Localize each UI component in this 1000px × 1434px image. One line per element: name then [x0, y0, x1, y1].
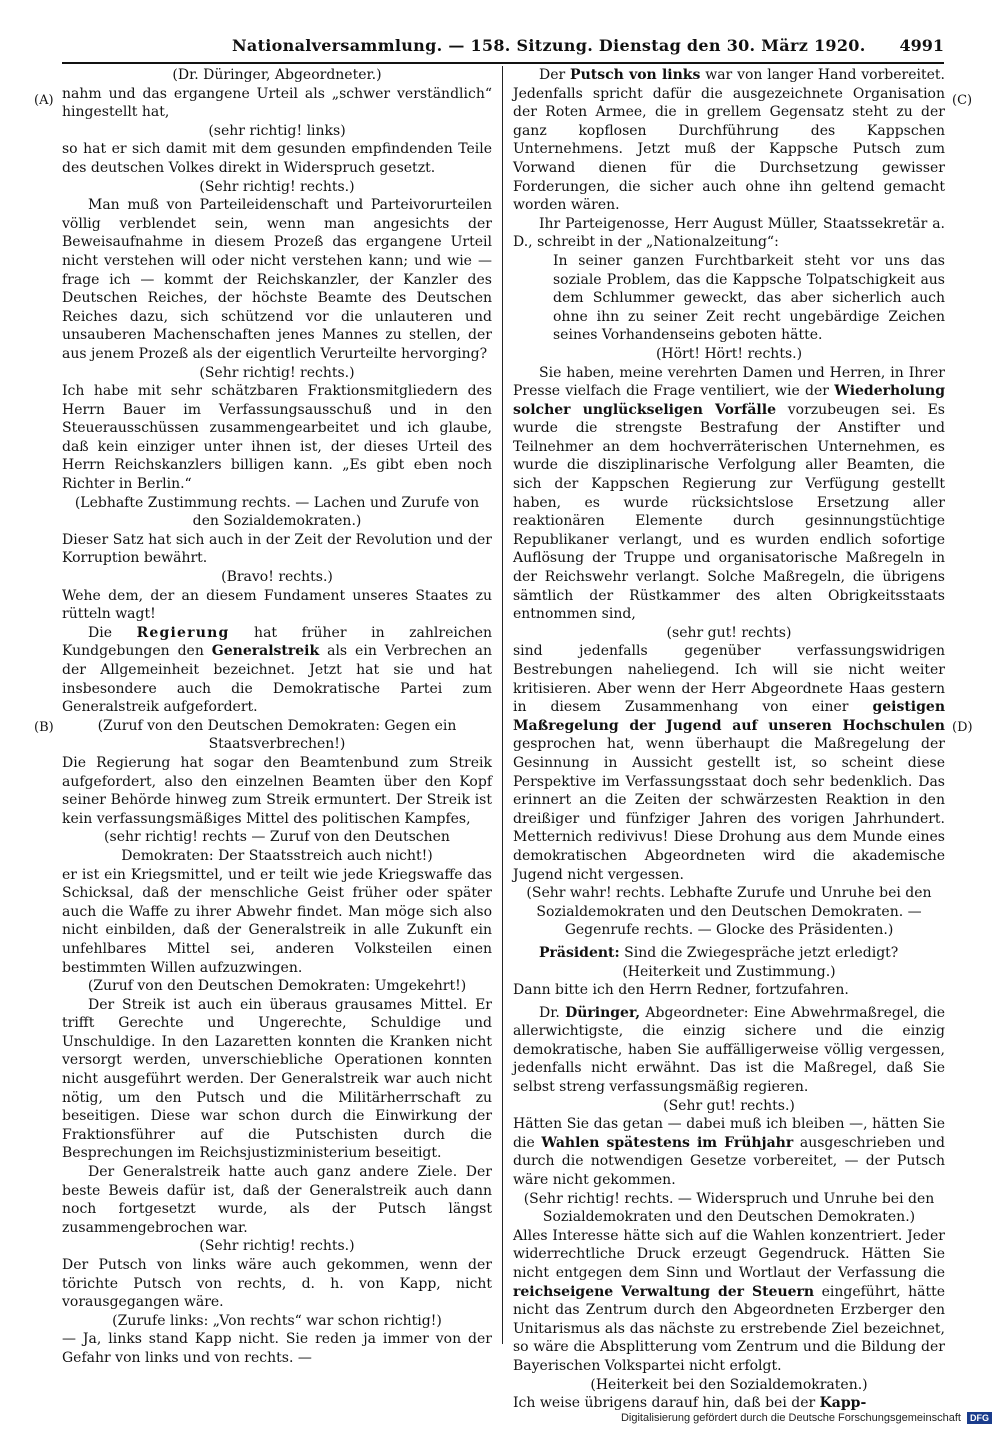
- credit-text: Digitalisierung gefördert durch die Deutsche Forschungsgemeinschaft: [620, 1412, 961, 1424]
- text-run: gesprochen hat, wenn überhaupt die Maßregelung der Gesinnung in Aussicht gestellt ist, so scheint diese Perspektive im Verfassungsstaat doch sehr bedenklich. Das erinnert an die Zeiten der schwärzesten Reaktion in den dreißiger und fünfziger Jahren des vorigen Jahrhundert. Metternich redivivus! Diese Drohung aus dem Munde eines demokratischen Abgeordneten wird die akademische Jugend nicht vergessen.: [513, 736, 945, 883]
- text-run: Abgeordneter: Eine Abwehrmaßregel, die allerwichtigste, die einzig sichere und die einzig demokratische, haben Sie auffälligerweise völlig vergessen, jedenfalls nicht erwähnt. Das ist die Maßregel, daß Sie selbst streng verfassungsmäßig regieren.: [513, 1004, 945, 1096]
- paragraph: Die Regierung hat sogar den Beamtenbund zum Streik aufgefordert, also den einzelnen Beamten über den Kopf seiner Behörde hinweg zum Streik ermuntert. Der Streik ist kein verfassungsmäßiges Mittel des politischen Kampfes,: [62, 754, 492, 827]
- interjection: (sehr richtig! links): [208, 122, 346, 139]
- interjection: (Hört! Hört! rechts.): [655, 345, 803, 362]
- emphasis: Generalstreik: [211, 643, 320, 660]
- interjection: (Zuruf von den Deutschen Demokraten: Umgekehrt!): [87, 978, 467, 995]
- interjection: (Zuruf von den Deutschen Demokraten: Gegen ein Staatsverbrechen!): [97, 717, 457, 753]
- paragraph: Ihr Parteigenosse, Herr August Müller, Staatssekretär a. D., schreibt in der „Nationalzeitung“:: [513, 215, 945, 251]
- paragraph: Wehe dem, der an diesem Fundament unseres Staates zu rütteln wagt!: [62, 587, 492, 623]
- emphasis: Putsch von links: [570, 67, 701, 83]
- left-column: [62, 66, 492, 1368]
- interjection: (sehr gut! rechts): [666, 624, 792, 641]
- interjection: (Sehr wahr! rechts. Lebhafte Zurufe und Unruhe bei den Sozialdemokraten und den Deutschen Demokraten. — Gegenrufe rechts. — Glocke des Präsidenten.): [526, 885, 932, 939]
- paragraph: so hat er sich damit mit dem gesunden empfindenden Teile des deutschen Volkes direkt in Widerspruch gesetzt.: [62, 141, 492, 176]
- text-run: sind jedenfalls gegenüber verfassungswidrigen Bestrebungen naheliegend. Ich will sie nicht weiter kritisieren. Aber wenn der Herr Abgeordnete Haas gestern in diesem Zusammenhang von einer: [513, 643, 945, 716]
- text-run: Die: [88, 624, 137, 641]
- paragraph: [513, 1227, 945, 1376]
- interjection: (Sehr gut! rechts.): [663, 1097, 795, 1114]
- column-divider: [502, 66, 503, 1344]
- interjection: (Sehr richtig! rechts. — Widerspruch und Unruhe bei den Sozialdemokraten und den Deutschen Demokraten.): [523, 1190, 935, 1226]
- paragraph: nahm und das ergangene Urteil als „schwer verständlich“ hingestellt hat,: [62, 85, 492, 121]
- text-run: als ein Verbrechen an der Allgemeinheit bezeichnet. Jetzt hat sie und hat insbesondere auch die Demokratische Partei zum Generalstreik aufgefordert.: [62, 643, 492, 716]
- margin-marker-d: (D): [952, 720, 973, 735]
- president-remark: [513, 944, 945, 963]
- paragraph: Man muß von Parteileidenschaft und Parteivorurteilen völlig verblendet sein, wenn man angesichts der Beweisaufnahme in diesem Prozeß das ergangene Urteil nicht verstehen will oder nicht verstehen kann; und wie — frage ich — kommt der Reichskanzler, der Kanzler des Deutschen Reiches, der höchste Beamte des Deutschen Reiches dazu, sich schützend vor die unlauteren und unsauberen Machenschaften jenes Mannes zu stellen, der aus jenem Prozeß als der eigentlich Verurteilte hervorging?: [62, 197, 492, 362]
- paragraph: [513, 1394, 945, 1413]
- page-number: 4991: [899, 36, 944, 55]
- interjection: (Sehr richtig! rechts.): [199, 364, 355, 381]
- paragraph: [513, 1115, 945, 1189]
- interjection: (Heiterkeit bei den Sozialdemokraten.): [590, 1376, 868, 1393]
- text-run: Hätten Sie das getan — dabei muß ich bleiben —, hätten Sie die: [513, 1116, 945, 1151]
- paragraph: Dann bitte ich den Herrn Redner, fortzufahren.: [513, 982, 849, 999]
- header-title: Nationalversammlung. — 158. Sitzung. Dienstag den 30. März 1920.: [232, 36, 866, 55]
- paragraph: [513, 364, 945, 624]
- paragraph: Ich habe mit sehr schätzbaren Fraktionsmitgliedern des Herrn Bauer im Verfassungsausschuß und in den Steuerausschüssen zusammengearbeitet und ich glaube, daß kein einziger unter ihnen ist, der dieses Urteil des Herrn Reichskanzlers billigen kann. „Es gibt eben noch Richter in Berlin.“: [62, 383, 492, 493]
- text-run: ausgeschrieben und durch die notwendigen Gesetze vorbereitet, — der Putsch wäre nicht gekommen.: [513, 1134, 945, 1189]
- speaker-tag: (Dr. Düringer, Abgeordneter.): [172, 67, 382, 83]
- interjection: (Bravo! rechts.): [221, 569, 333, 586]
- speaker-name: Präsident:: [539, 944, 620, 961]
- text-run: Sind die Zwiegespräche jetzt erledigt?: [619, 944, 899, 961]
- text-run: Ich weise übrigens darauf hin, daß bei der: [513, 1395, 820, 1412]
- interjection: (Lebhafte Zustimmung rechts. — Lachen und Zurufe von den Sozialdemokraten.): [74, 494, 480, 530]
- paragraph: [513, 642, 945, 884]
- text-run: vorzubeugen sei. Es wurde die strengste Bestrafung der Anstifter und Teilnehmer an dem hochverräterischen Unternehmen, es wurde die disziplinarische Verfolgung aller Beamten, die sich der Kappschen Regierung zur Verfügung gestellt haben, es wurde rücksichtslose Ersetzung aller reaktionären Elemente durch gesinnungstüchtige Republikaner verlangt, und es wurden endlich sofortige Auflösung der Truppe und organisatorische Maßregeln in der Reichswehr verlangt. Solche Maßregeln, die übrigens sämtlich der Rüstkammer des alten Obrigkeitsstaats entnommen sind,: [513, 401, 945, 623]
- paragraph: er ist ein Kriegsmittel, und er teilt wie jede Kriegswaffe das Schicksal, daß der menschliche Geist früher oder später auch die Waffe zu ihrer Abwehr findet. Man möge sich also nicht einbilden, daß der Generalstreik in alle Zukunft ein unfehlbares Mittel sei, anderen Volksteilen einen bestimmten Willen aufzuzwingen.: [62, 866, 492, 976]
- text-run: Sie haben, meine verehrten Damen und Herren, in Ihrer Presse vielfach die Frage ventiliert, wie der: [513, 364, 945, 400]
- text-run: war von langer Hand vorbereitet. Jedenfalls spricht dafür die ausgezeichnete Organisation der Roten Armee, die in grellem Gegensatz steht zu der ganz kopflosen Durchführung des Kappschen Unternehmens. Jetzt muß der Kappsche Putsch zum Vorwand dienen für die Durchsetzung gewisser Forderungen, die sicher auch ohne ihn geltend gemacht worden wären.: [513, 67, 945, 214]
- emphasis: geistigen Maßregelung der Jugend auf unseren Hochschulen: [513, 699, 945, 734]
- text-run: eingeführt, hätte nicht das Zentrum durch den Abgeordneten Erzberger den Unitarismus als das nächste zu erstrebende Ziel bezeichnet, so wäre die Absplitterung vom Zentrum und die Bildung der Bayerischen Volkspartei nicht erfolgt.: [513, 1283, 946, 1374]
- interjection: (Zurufe links: „Von rechts“ war schon richtig!): [112, 1312, 442, 1329]
- paragraph: Dieser Satz hat sich auch in der Zeit der Revolution und der Korruption bewährt.: [62, 531, 492, 567]
- interjection: (Sehr richtig! rechts.): [199, 1238, 355, 1255]
- block-quote: In seiner ganzen Furchtbarkeit steht vor uns das soziale Problem, das die Kappsche Tolpatschigkeit aus dem Schlummer geweckt, das aber sicherlich auch ohne ihn zu seiner Zeit recht ungebärdige Zeichen seines Vorhandenseins geboten hätte.: [553, 252, 945, 344]
- speaker-paragraph: [513, 1004, 945, 1097]
- interjection: (Heiterkeit und Zustimmung.): [622, 963, 836, 980]
- text-run: Alles Interesse hätte sich auf die Wahlen konzentriert. Jeder widerrechtliche Druck erzeugt Gegendruck. Hätten Sie nicht entgegen dem Sinn und Wortlaut der Verfassung die: [513, 1227, 945, 1281]
- paragraph: Der Putsch von links wäre auch gekommen, wenn der törichte Putsch von rechts, d. h. von Kapp, nicht vorausgegangen wäre.: [62, 1257, 492, 1311]
- speaker-name: Düringer,: [565, 1004, 641, 1021]
- emphasis: reichseigene Verwaltung der Steuern: [513, 1283, 815, 1300]
- digitization-credit: [621, 1412, 992, 1424]
- right-column: [513, 66, 945, 1413]
- interjection: (sehr richtig! rechts — Zuruf von den Deutschen Demokraten: Der Staatsstreich auch nicht!): [104, 829, 450, 864]
- paragraph: Der Generalstreik hatte auch ganz andere Ziele. Der beste Beweis dafür ist, daß der Generalstreik auch dann noch fortgesetzt wurde, als der Putsch längst zusammengebrochen war.: [62, 1164, 492, 1236]
- page-header: [62, 28, 944, 64]
- interjection: (Sehr richtig! rechts.): [199, 178, 355, 195]
- paragraph: [513, 66, 945, 215]
- text-run: Dr.: [539, 1004, 566, 1021]
- text-run: hat früher in zahlreichen Kundgebungen den: [62, 624, 493, 660]
- emphasis: Wiederholung solcher unglückseligen Vorfälle: [513, 383, 945, 418]
- emphasis: Wahlen spätestens im Frühjahr: [541, 1134, 794, 1151]
- emphasis: Kapp-: [819, 1395, 867, 1412]
- margin-marker-a: (A): [34, 93, 54, 108]
- text-run: Der: [539, 67, 571, 83]
- paragraph: — Ja, links stand Kapp nicht. Sie reden ja immer von der Gefahr von links und von rechts. —: [62, 1331, 492, 1366]
- dfg-logo: DFG: [967, 1412, 992, 1424]
- paragraph: Der Streik ist auch ein überaus grausames Mittel. Er trifft Gerechte und Ungerechte, Schuldige und Unschuldige. In den Lazaretten konnten die Kranken nicht versorgt werden, unverschiebliche Operationen konnten nicht ausgeführt werden. Der Generalstreik war auch nicht nötig, um den Putsch und die Militärherrschaft zu beseitigen. Diese war schon durch die Einwirkung der Fraktionsführer auf die Putschisten durch die Besprechungen im Reichsjustizministerium beseitigt.: [62, 996, 492, 1162]
- margin-marker-c: (C): [952, 93, 973, 108]
- margin-marker-b: (B): [34, 720, 54, 735]
- paragraph: [62, 624, 492, 717]
- emphasis: Regierung: [136, 624, 230, 641]
